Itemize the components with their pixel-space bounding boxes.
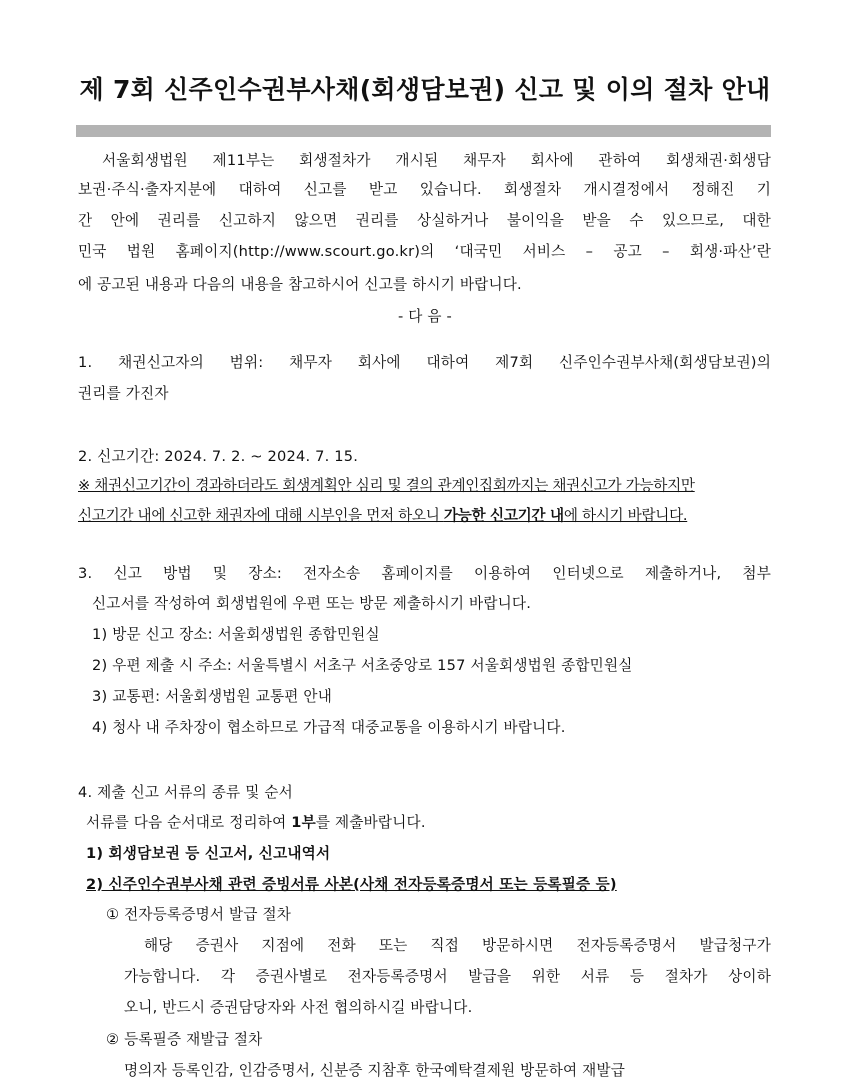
section-4-item: 1) 회생담보권 등 신고서, 신고내역서 — [86, 845, 331, 862]
sub-line: 명의자 등록인감, 인감증명서, 신분증 지참후 한국예탁결제원 방문하여 재발급 — [124, 1062, 626, 1079]
section-1-line: 1. 채권신고자의 범위: 채무자 회사에 대하여 제7회 신주인수권부사채(회생담보권)의 — [78, 354, 771, 371]
section-2-period: 2. 신고기간: 2024. 7. 2. ~ 2024. 7. 15. — [78, 448, 359, 465]
sub-line: 해당 증권사 지점에 전화 또는 직접 방문하시면 전자등록증명서 발급청구가 — [144, 937, 771, 954]
sub-line: 가능합니다. 각 증권사별로 전자등록증명서 발급을 위한 서류 등 절차가 상이하 — [124, 968, 771, 985]
sub-heading: ② 등록필증 재발급 절차 — [106, 1031, 263, 1048]
note-emphasis: 가능한 신고기간 내 — [443, 507, 564, 524]
section-4-item: 2) 신주인수권부사채 관련 증빙서류 사본(사채 전자등록증명서 또는 등록필증 등) — [86, 876, 617, 893]
line-text: 를 제출바랍니다. — [315, 814, 426, 831]
section-4-heading: 4. 제출 신고 서류의 종류 및 순서 — [78, 784, 293, 801]
section-3-item: 1) 방문 신고 장소: 서울회생법원 종합민원실 — [92, 626, 380, 643]
intro-line: 민국 법원 홈페이지(http://www.scourt.go.kr)의 ‘대국민 서비스 – 공고 – 회생·파산’란 — [78, 243, 771, 260]
section-4-line — [86, 812, 779, 834]
intro-line: 간 안에 권리를 신고하지 않으면 권리를 상실하거나 불이익을 받을 수 있으므로, 대한 — [78, 212, 771, 229]
intro-line: 에 공고된 내용과 다음의 내용을 참고하시어 신고를 하시기 바랍니다. — [78, 276, 522, 293]
line-emphasis: 1부 — [291, 814, 316, 831]
note-text: 에 하시기 바랍니다. — [563, 507, 688, 524]
title-divider — [76, 125, 771, 137]
intro-line: 서울회생법원 제11부는 회생절차가 개시된 채무자 회사에 관하여 회생채권·회생담 — [102, 152, 771, 169]
section-3-item: 2) 우편 제출 시 주소: 서울특별시 서초구 서초중앙로 157 서울회생법원 종합민원실 — [92, 657, 633, 674]
note-text: 신고기간 내에 신고한 채권자에 대해 시부인을 먼저 하오니 — [78, 507, 444, 524]
line-text: 서류를 다음 순서대로 정리하여 — [86, 814, 292, 831]
intro-line: 보권·주식·출자지분에 대하여 신고를 받고 있습니다. 회생절차 개시결정에서 정해진 기 — [78, 181, 771, 198]
section-2-note: ※ 채권신고기간이 경과하더라도 회생계획안 심리 및 결의 관계인집회까지는 채권신고가 가능하지만 — [78, 477, 695, 494]
sub-line: 오니, 반드시 증권담당자와 사전 협의하시길 바랍니다. — [124, 999, 473, 1016]
page-title: 제 7회 신주인수권부사채(회생담보권) 신고 및 이의 절차 안내 — [79, 75, 771, 104]
dabeum-heading: - 다 음 - — [397, 308, 453, 325]
section-3-line: 신고서를 작성하여 회생법원에 우편 또는 방문 제출하시기 바랍니다. — [92, 595, 532, 612]
section-1-line: 권리를 가진자 — [78, 385, 169, 402]
section-3-line: 3. 신고 방법 및 장소: 전자소송 홈페이지를 이용하여 인터넷으로 제출하거나, 첨부 — [78, 565, 771, 582]
section-3-item: 4) 청사 내 주차장이 협소하므로 가급적 대중교통을 이용하시기 바랍니다. — [92, 719, 566, 736]
sub-heading: ① 전자등록증명서 발급 절차 — [106, 906, 292, 923]
section-3-item: 3) 교통편: 서울회생법원 교통편 안내 — [92, 688, 333, 705]
section-2-note — [78, 505, 771, 527]
